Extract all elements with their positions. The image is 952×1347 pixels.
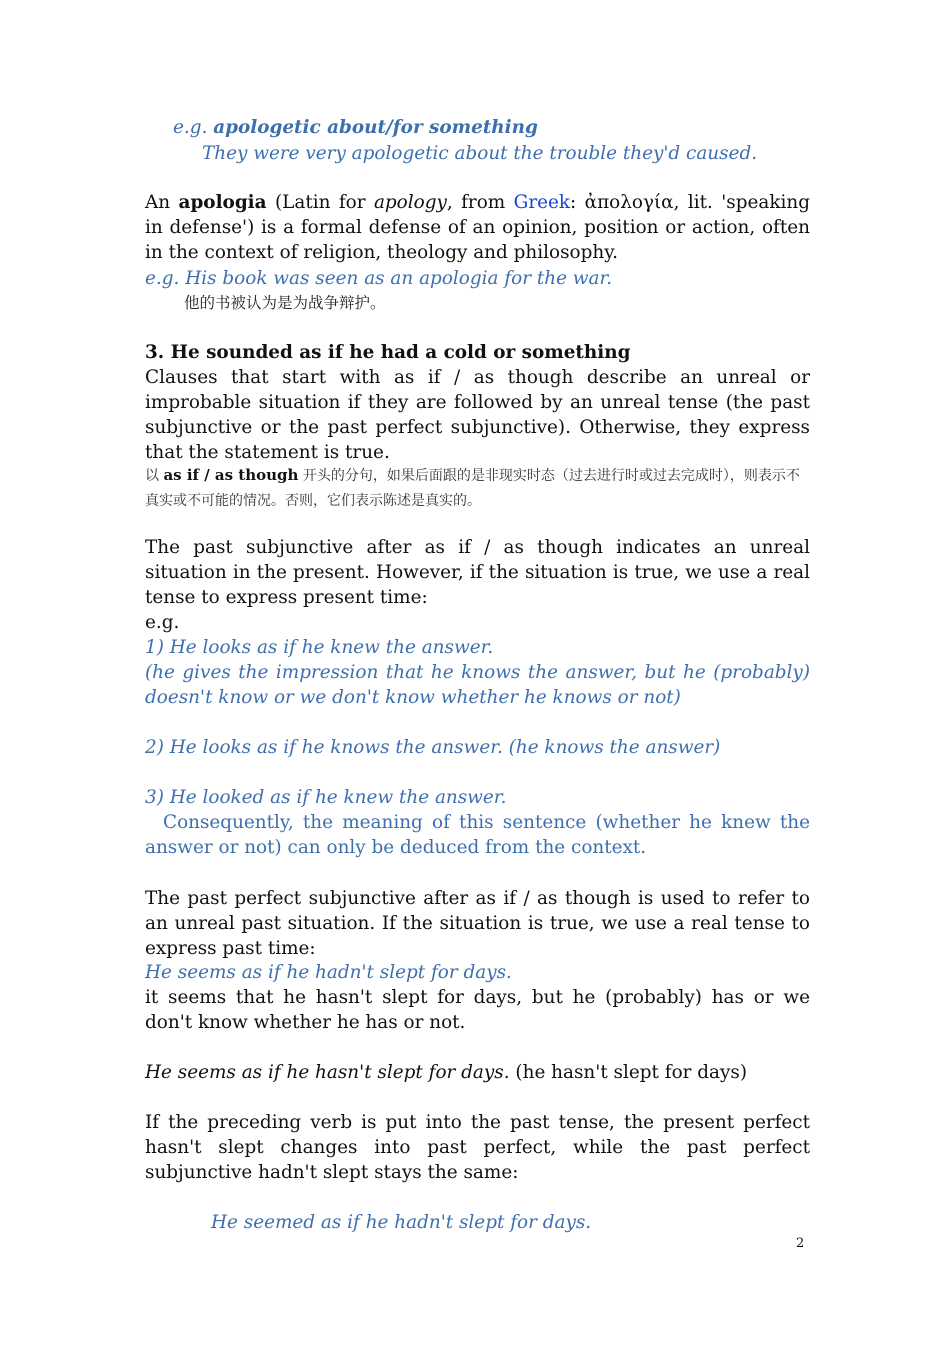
past-perfect-paragraph: The past perfect subjunctive after as if / as though is used to refer to an unreal past situation. If the situation is true, we use a real tense to express past time:	[145, 888, 810, 959]
eg-prefix: e.g.	[173, 117, 214, 138]
example-4-note: it seems that he hasn't slept for days, but he (probably) has or we don't know whether he has or not.	[145, 987, 810, 1033]
section-heading: 3. He sounded as if he had a cold or something	[145, 342, 631, 363]
page-number: 2	[796, 1236, 805, 1251]
apologia-paragraph: An apologia (Latin for apology, from Greek: ἀπολογία, lit. 'speaking in defense') is a formal defense of an opinion, position or action, often in the context of religion, theology and philosophy.	[145, 192, 810, 263]
example-4: He seems as if he hadn't slept for days.	[145, 962, 512, 983]
past-subjunctive-paragraph: The past subjunctive after as if / as though indicates an unreal situation in the present. However, if the situation is true, we use a real tense to express present time:	[145, 537, 810, 608]
example-5: He seems as if he hasn't slept for days.	[145, 1062, 510, 1083]
eg-phrase: apologetic about/for something	[213, 117, 538, 138]
latin-term: apology	[373, 192, 447, 213]
example-3-note: Consequently, the meaning of this sentence (whether he knew the answer or not) can only be deduced from the context.	[145, 812, 810, 858]
apologia-term: apologia	[178, 192, 267, 213]
example-6: He seemed as if he hadn't slept for days.	[211, 1212, 592, 1233]
eg-label: e.g.	[145, 612, 180, 633]
section-intro: Clauses that start with as if / as though describe an unreal or improbable situation if they are followed by an unreal tense (the past subjunctive or the past perfect subjunctive). Otherwise, they express that the statement is true.	[145, 367, 810, 463]
chinese-explanation-keyword: as if / as though	[163, 466, 299, 484]
greek-link[interactable]: Greek	[513, 192, 571, 213]
example-3: 3) He looked as if he knew the answer.	[145, 787, 507, 808]
example-1-note: (he gives the impression that he knows the answer, but he (probably) doesn't know or we don't know whether he knows or not)	[145, 662, 810, 708]
example-5-line	[145, 1060, 810, 1085]
eg-example: They were very apologetic about the trouble they'd caused.	[202, 143, 758, 164]
chinese-explanation: 以 as if / as though 开头的分句，如果后面跟的是非现实时态（过去进行时或过去完成时），则表示不真实或不可能的情况。否则，它们表示陈述是真实的。	[145, 466, 800, 509]
example-5-note: (he hasn't slept for days)	[509, 1062, 748, 1083]
eg-phrase-line	[173, 115, 838, 140]
preceding-verb-paragraph: If the preceding verb is put into the past tense, the present perfect hasn't slept changes into past perfect, while the past perfect subjunctive hadn't slept stays the same:	[145, 1112, 810, 1183]
apologia-translation: 他的书被认为是为战争辩护。	[184, 294, 386, 312]
example-1: 1) He looks as if he knew the answer.	[145, 637, 494, 658]
apologia-example: e.g. His book was seen as an apologia for the war.	[145, 268, 613, 289]
example-2: 2) He looks as if he knows the answer. (he knows the answer)	[145, 737, 721, 758]
